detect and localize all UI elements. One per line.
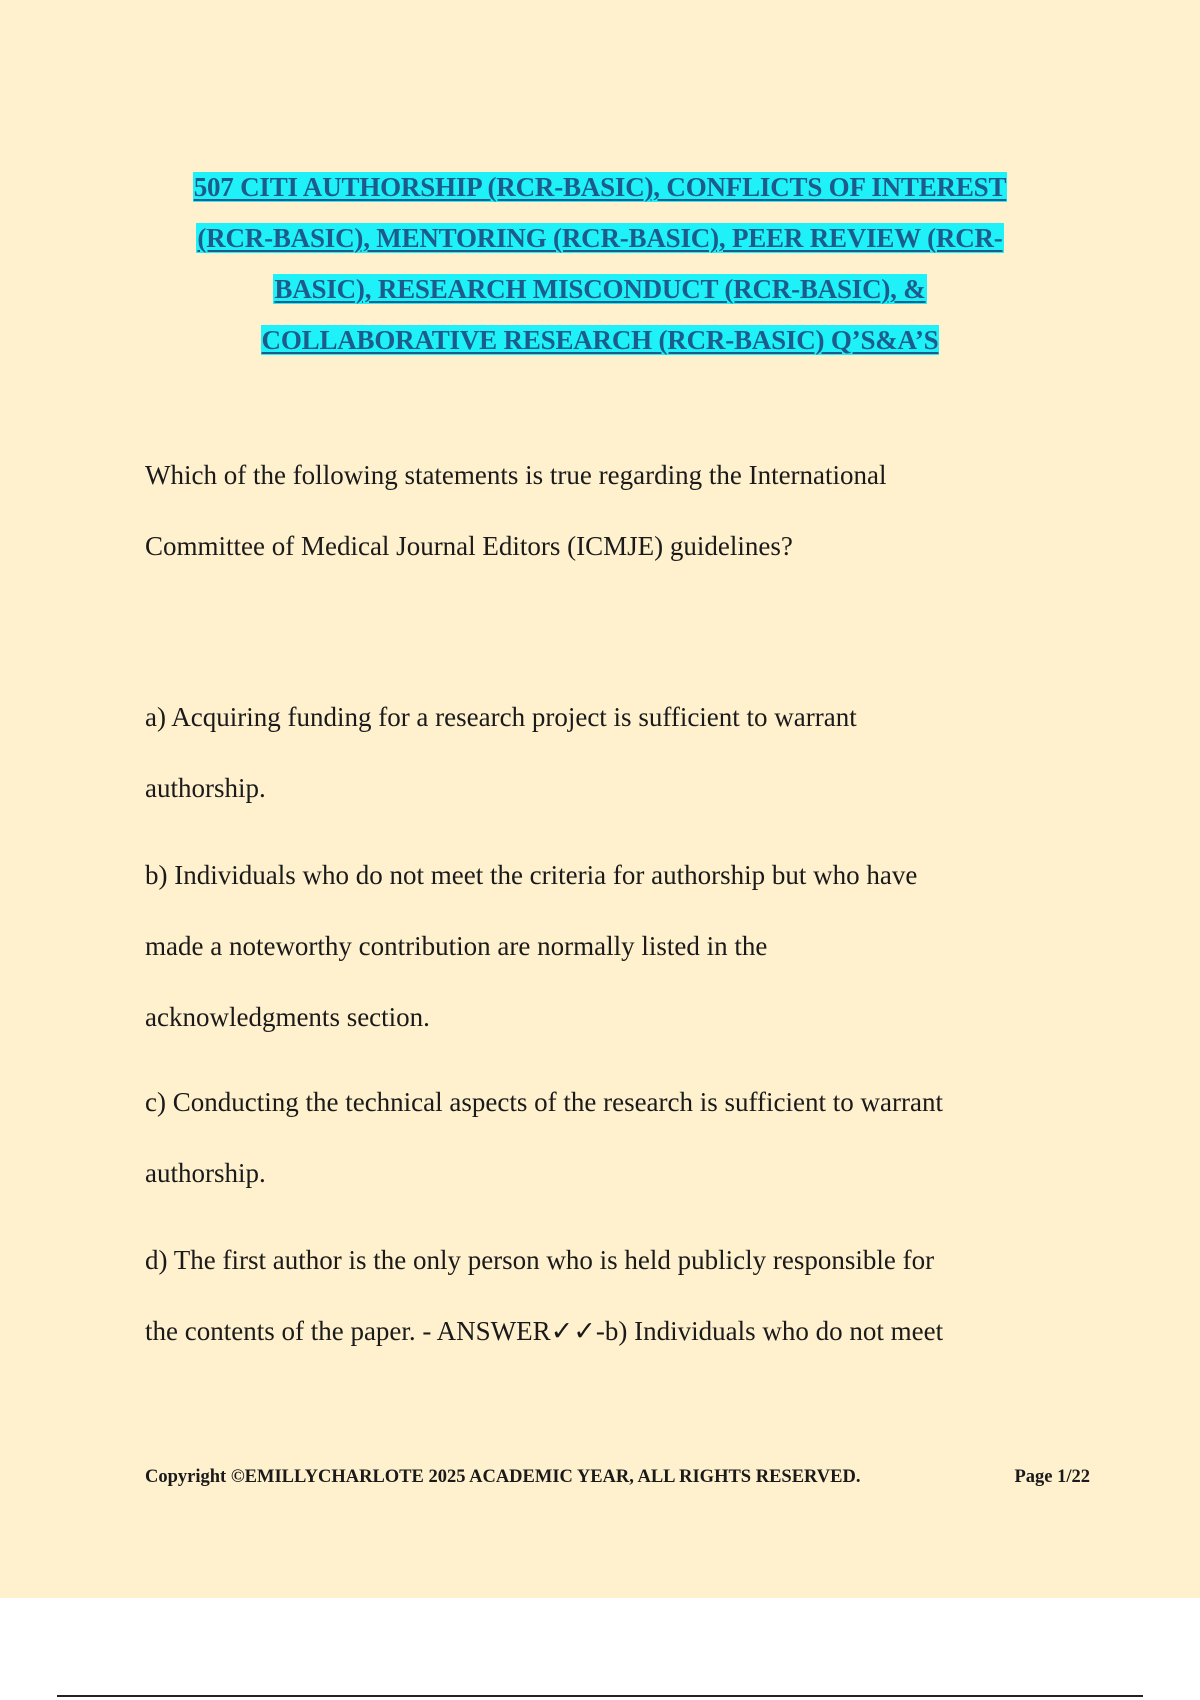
title-line-text: (RCR-BASIC), MENTORING (RCR-BASIC), PEER REVIEW (RCR-: [197, 223, 1003, 253]
option-text-line: a) Acquiring funding for a research project is sufficient to warrant: [145, 702, 857, 732]
option-text-line: acknowledgments section.: [145, 1002, 430, 1032]
page-footer: [145, 1467, 1090, 1488]
title-line-text: 507 CITI AUTHORSHIP (RCR-BASIC), CONFLICTS OF INTEREST: [193, 172, 1007, 202]
option-text-line: authorship.: [145, 773, 266, 803]
question-text-line: Which of the following statements is true regarding the International: [145, 460, 887, 490]
page-number: Page 1/22: [1014, 1467, 1090, 1487]
title-line: [0, 321, 1200, 372]
title-line-text: BASIC), RESEARCH MISCONDUCT (RCR-BASIC), &: [274, 274, 926, 304]
option-text-line: d) The first author is the only person who is held publicly responsible for: [145, 1245, 935, 1275]
title-line-text: COLLABORATIVE RESEARCH (RCR-BASIC) Q’S&A’S: [261, 325, 939, 355]
option-text-line: the contents of the paper. - ANSWER✓✓-b) Individuals who do not meet: [145, 1316, 944, 1346]
title-line: [0, 168, 1200, 219]
title-line: [0, 270, 1200, 321]
option-text-line: c) Conducting the technical aspects of the research is sufficient to warrant: [145, 1087, 943, 1117]
option-text-line: authorship.: [145, 1158, 266, 1188]
question-text-line: Committee of Medical Journal Editors (ICMJE) guidelines?: [145, 531, 793, 561]
horizontal-divider: [57, 1695, 1143, 1697]
document-title: [0, 168, 1200, 372]
copyright-text: Copyright ©EMILLYCHARLOTE 2025 ACADEMIC YEAR, ALL RIGHTS RESERVED.: [145, 1467, 861, 1487]
title-line: [0, 219, 1200, 270]
option-text-line: b) Individuals who do not meet the criteria for authorship but who have: [145, 860, 918, 890]
option-text-line: made a noteworthy contribution are normally listed in the: [145, 931, 768, 961]
